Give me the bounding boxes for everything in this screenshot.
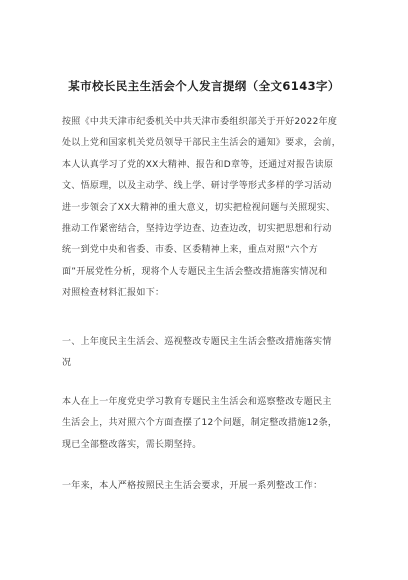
text-line: 现已全部整改落实，需长期坚持。 [62, 439, 202, 450]
text-line: 一年来，本人严格按照民主生活会要求，开展一系列整改工作： [62, 481, 323, 491]
document-title: 某市校长民主生活会个人发言提纲（全文6143字） [68, 79, 340, 93]
text-line: 推动工作紧密结合，坚持边学边查、边查边改，切实把思想和行动 [62, 224, 332, 235]
section-heading-1 [62, 332, 358, 375]
paragraph-year-review [62, 476, 358, 497]
paragraph-rectification [62, 392, 358, 456]
text-line: 处以上党和国家机关党员领导干部民主生活会的通知》要求，会前， [62, 138, 342, 149]
text-line: 本人在上一年度党史学习教育专题民主生活会和巡察整改专题民主 [62, 397, 332, 407]
text-line: 对照检查材料汇报如下： [62, 288, 165, 299]
text-line: 面”开展党性分析，现将个人专题民主生活会整改措施落实情况和 [62, 266, 328, 277]
text-line: 进一步领会了XX大精神的重大意义，切实把检视问题与关照现实、 [62, 202, 336, 213]
text-line: 本人认真学习了党的XX大精神、报告和D章等，还通过对报告读原 [62, 159, 334, 170]
text-line: 统一到党中央和省委、市委、区委精神上来，重点对照“六个方 [62, 245, 319, 256]
text-line: 一、上年度民主生活会、巡视整改专题民主生活会整改措施落实情 [62, 337, 332, 347]
text-line: 生活会上，共对照六个方面查摆了12个问题，制定整改措施12条， [62, 418, 338, 429]
text-line: 文、悟原理，以及主动学、线上学、研讨学等形式多样的学习活动 [62, 181, 332, 192]
text-line: 按照《中共天津市纪委机关中共天津市委组织部关于开好2022年度 [62, 117, 338, 127]
text-line: 况 [62, 358, 72, 369]
paragraph-intro [62, 112, 358, 305]
